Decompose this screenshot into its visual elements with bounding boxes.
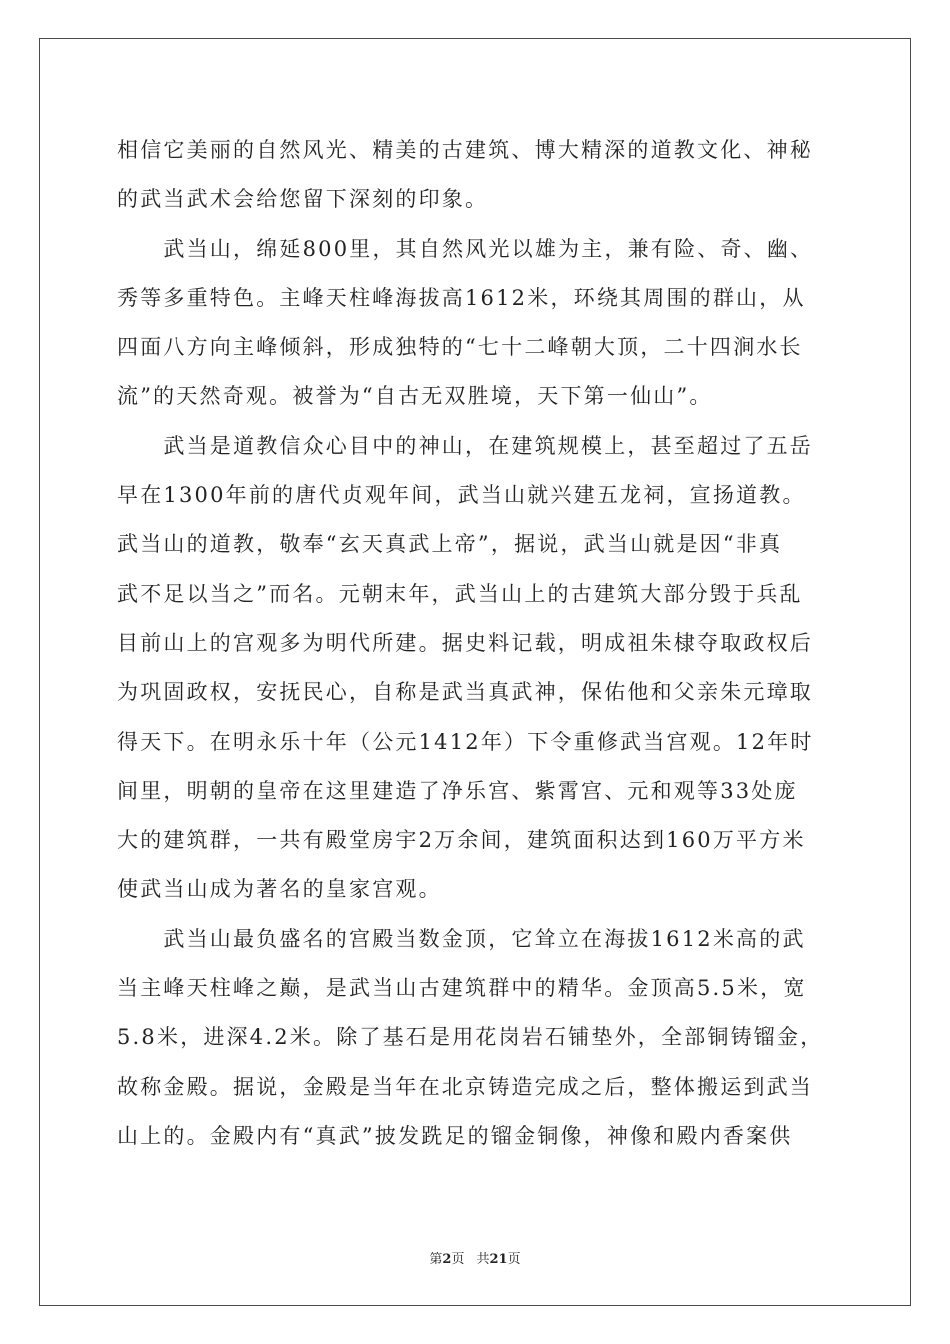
- page-footer: [0, 1248, 950, 1267]
- text-line: 5.8米，进深4.2米。除了基石是用花岗岩石铺垫外，全部铜铸镏金，: [117, 1025, 824, 1050]
- text-line: 早在1300年前的唐代贞观年间，武当山就兴建五龙祠，宣扬道教。: [117, 483, 806, 508]
- text-line: 武当是道教信众心目中的神山，在建筑规模上，甚至超过了五岳: [117, 433, 813, 458]
- total-page-count: 21: [489, 1252, 508, 1267]
- text-line: 得天下。在明永乐十年（公元1412年）下令重修武当宫观。12年时: [117, 729, 814, 754]
- document-body: [117, 126, 837, 1161]
- text-line: 间里，明朝的皇帝在这里建造了净乐宫、紫霄宫、元和观等33处庞: [117, 778, 798, 803]
- page-total-label: 共21页: [476, 1252, 521, 1267]
- text-line: 当主峰天柱峰之巅，是武当山古建筑群中的精华。金顶高5.5米，宽: [117, 976, 807, 1001]
- text-line: 秀等多重特色。主峰天柱峰海拔高1612米，环绕其周围的群山，从: [117, 285, 806, 310]
- text-line: 为巩固政权，安抚民心，自称是武当真武神，保佑他和父亲朱元璋取: [117, 680, 813, 705]
- text-line: 四面八方向主峰倾斜，形成独特的“七十二峰朝大顶，二十四涧水长: [117, 335, 803, 360]
- text-line: 大的建筑群，一共有殿堂房宇2万余间，建筑面积达到160万平方米: [117, 828, 806, 853]
- text-line: 武当山最负盛名的宫殿当数金顶，它耸立在海拔1612米高的武: [117, 926, 806, 951]
- text-line: 山上的。金殿内有“真武”披发跣足的镏金铜像，神像和殿内香案供: [117, 1123, 793, 1148]
- page-number-label: 第2页: [429, 1252, 465, 1267]
- text-line: 武不足以当之”而名。元朝末年，武当山上的古建筑大部分毁于兵乱: [117, 581, 803, 606]
- text-line: 武当山的道教，敬奉“玄天真武上帝”，据说，武当山就是因“非真: [117, 532, 783, 557]
- text-line: 使武当山成为著名的皇家宫观。: [117, 877, 442, 902]
- text-line: 目前山上的宫观多为明代所建。据史料记载，明成祖朱棣夺取政权后: [117, 630, 813, 655]
- text-line: 武当山，绵延800里，其自然风光以雄为主，兼有险、奇、幽、: [117, 236, 814, 261]
- text-line: 的武当武术会给您留下深刻的印象。: [117, 187, 489, 212]
- text-line: 故称金殿。据说，金殿是当年在北京铸造完成之后，整体搬运到武当: [117, 1074, 813, 1099]
- current-page-number: 2: [442, 1252, 452, 1267]
- text-line: 流”的天然奇观。被誉为“自古无双胜境，天下第一仙山”。: [117, 384, 713, 409]
- text-line: 相信它美丽的自然风光、精美的古建筑、博大精深的道教文化、神秘: [117, 138, 813, 162]
